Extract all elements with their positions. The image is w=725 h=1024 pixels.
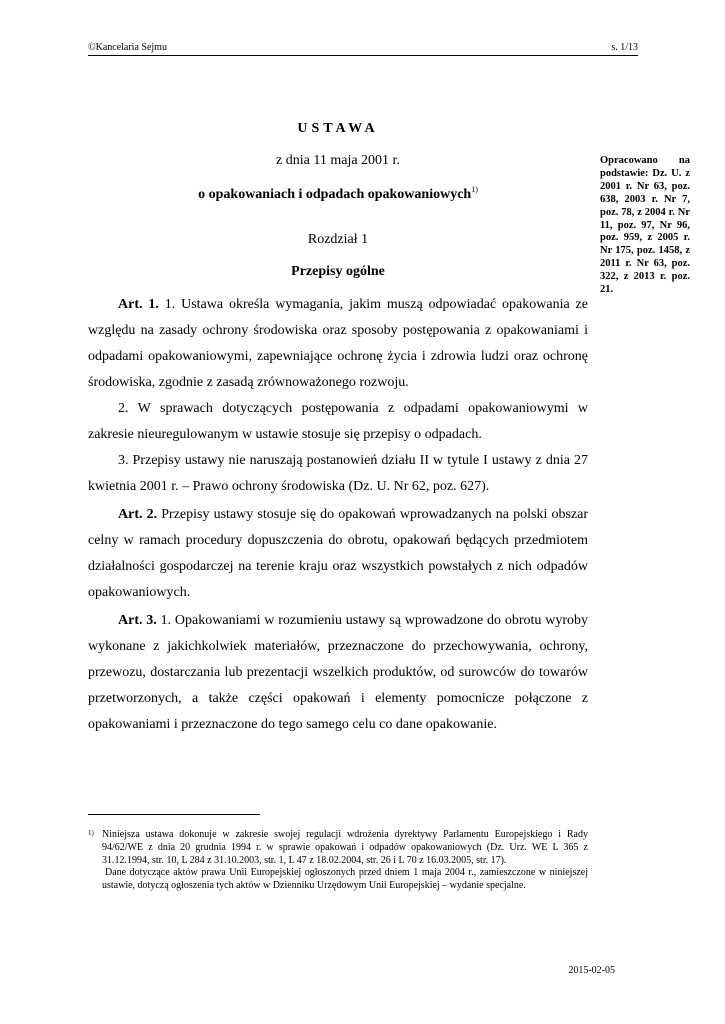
article-paragraph: 2. W sprawach dotyczących postępowania z odpadami opakowaniowymi w zakresie nieuregulowanym w ustawie stosuje się przepisy o odpadach. bbox=[88, 401, 588, 442]
document-date: 2015-02-05 bbox=[568, 965, 615, 976]
article-label: Art. 3. bbox=[118, 613, 157, 628]
footnote-reference: 1) bbox=[471, 185, 478, 194]
article-label: Art. 2. bbox=[118, 507, 158, 522]
header-divider bbox=[88, 55, 638, 56]
footnote-mark: 1) bbox=[88, 829, 94, 837]
footnote bbox=[88, 829, 588, 893]
article-paragraph bbox=[88, 502, 588, 606]
article-paragraph bbox=[88, 292, 588, 396]
article-2 bbox=[88, 502, 588, 606]
footnote-text-2: Dane dotyczące aktów prawa Unii Europejskiej ogłoszonych przed dniem 1 maja 2004 r., zamieszczone w niniejszej ustawie, dotyczą ogłoszenia tych aktów w Dzienniku Urzędowym Unii Europejskiej – wydanie specjalne. bbox=[102, 867, 588, 892]
header-source: ©Kancelaria Sejmu bbox=[88, 42, 167, 53]
article-1 bbox=[88, 292, 588, 500]
chapter-title: Przepisy ogólne bbox=[291, 264, 385, 279]
act-title: USTAWA bbox=[297, 121, 379, 136]
act-subject-text: o opakowaniach i odpadach opakowaniowych bbox=[198, 187, 472, 202]
article-paragraph-text: 1. Opakowaniami w rozumieniu ustawy są wprowadzone do obrotu wyroby wykonane z jakichkolwiek materiałów, przeznaczone do przechowywania, ochrony, przewozu, dostarczania lub prezentacji wszelkich produktów, od surowców do towarów przetworzonych, a także części opakowań i elementy pomocnicze połączone z opakowaniami i przeznaczone do tego samego celu co dane opakowanie. bbox=[88, 613, 588, 732]
article-paragraph bbox=[88, 608, 588, 738]
margin-note: Opracowano na podstawie: Dz. U. z 2001 r. Nr 63, poz. 638, 2003 r. Nr 7, poz. 78, z 2004 r. Nr 11, poz. 97, Nr 96, poz. 959, z 2005 r. Nr 175, poz. 1458, z 2011 r. Nr 63, poz. 322, z 2013 r. poz. 21. bbox=[600, 155, 690, 296]
article-paragraph: 3. Przepisy ustawy nie naruszają postanowień działu II w tytule I ustawy z dnia 27 kwietnia 2001 r. – Prawo ochrony środowiska (Dz. U. Nr 62, poz. 627). bbox=[88, 453, 588, 494]
page-number: s. 1/13 bbox=[611, 42, 638, 53]
article-label: Art. 1. bbox=[118, 297, 159, 312]
article-paragraph-text: 1. Ustawa określa wymagania, jakim muszą odpowiadać opakowania ze względu na zasady ochrony środowiska oraz sposoby postępowania z opakowaniami i odpadami opakowaniowymi, zapewniające ochronę życia i zdrowia ludzi oraz ochronę środowiska, zgodnie z zasadą zrównoważonego rozwoju. bbox=[88, 297, 588, 390]
footnote-divider bbox=[88, 814, 260, 815]
chapter-number: Rozdział 1 bbox=[307, 232, 369, 247]
act-subject bbox=[88, 185, 588, 203]
act-date: z dnia 11 maja 2001 r. bbox=[276, 153, 400, 168]
footnote-text: Niniejsza ustawa dokonuje w zakresie swojej regulacji wdrożenia dyrektywy Parlamentu Europejskiego i Rady 94/62/WE z dnia 20 grudnia 1994 r. w sprawie opakowań i odpadów opakowaniowych (Dz. Urz. WE L 365 z 31.12.1994, str. 10, L 284 z 31.10.2003, str. 1, L 47 z 18.02.2004, str. 26 i L 70 z 16.03.2005, str. 17). bbox=[102, 829, 588, 866]
article-3 bbox=[88, 608, 588, 738]
article-paragraph-text: Przepisy ustawy stosuje się do opakowań wprowadzanych na polski obszar celny w ramach procedury dopuszczenia do obrotu, opakowań będących przedmiotem działalności gospodarczej na terenie kraju oraz wszystkich powstałych z nich odpadów opakowaniowych. bbox=[88, 507, 589, 600]
